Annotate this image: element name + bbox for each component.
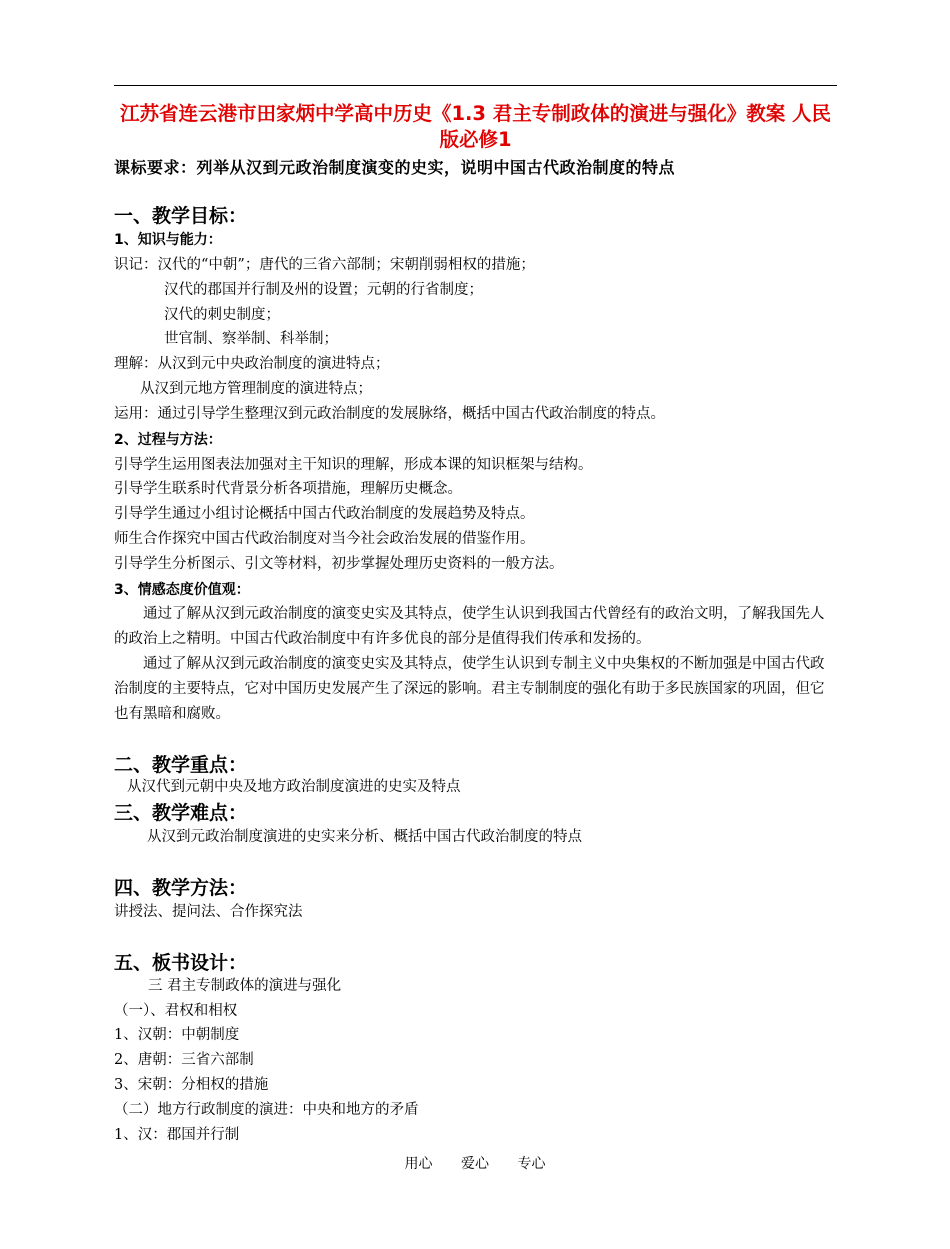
board-line: 1、汉朝：中朝制度: [114, 1027, 240, 1043]
board-line: 2、唐朝：三省六部制: [114, 1052, 254, 1068]
methods-text: 讲授法、提问法、合作探究法: [114, 904, 303, 920]
section-1-heading: 一、教学目标：: [114, 205, 248, 227]
document-title: 江苏省连云港市田家炳中学高中历史《1.3 君主专制政体的演进与强化》教案 人民版必修1: [119, 102, 832, 151]
process-line: 引导学生运用图表法加强对主干知识的理解，形成本课的知识框架与结构。: [114, 457, 593, 473]
knowledge-line: 理解：从汉到元中央政治制度的演进特点；: [114, 356, 390, 372]
section-2-heading: 二、教学重点：: [114, 754, 248, 776]
process-line: 引导学生联系时代背景分析各项措施，理解历史概念。: [114, 481, 462, 497]
section-4-heading: 四、教学方法：: [114, 877, 248, 899]
knowledge-line: 从汉到元地方管理制度的演进特点；: [140, 381, 372, 397]
board-line: 三 君主专制政体的演进与强化: [148, 978, 342, 994]
board-line: 3、宋朝：分相权的措施: [114, 1077, 269, 1093]
key-points-text: 从汉代到元朝中央及地方政治制度演进的史实及特点: [127, 779, 461, 795]
curriculum-standard: 课标要求：列举从汉到元政治制度演变的史实，说明中国古代政治制度的特点: [114, 158, 676, 177]
subsection-values: 3、情感态度价值观：: [114, 582, 250, 598]
section-5-heading: 五、板书设计：: [114, 952, 248, 974]
knowledge-line: 世官制、察举制、科举制；: [164, 331, 338, 347]
values-paragraph: 通过了解从汉到元政治制度的演变史实及其特点，使学生认识到专制主义中央集权的不断加强是中国古代政治制度的主要特点，它对中国历史发展产生了深远的影响。君主专制制度的强化有助于多民族国家的巩固，但它也有黑暗和腐败。: [114, 656, 825, 722]
subsection-knowledge: 1、知识与能力：: [114, 232, 222, 248]
knowledge-line: 汉代的郡国并行制及州的设置；元朝的行省制度；: [164, 282, 483, 298]
knowledge-line: 运用：通过引导学生整理汉到元政治制度的发展脉络，概括中国古代政治制度的特点。: [114, 406, 665, 422]
difficulties-text: 从汉到元政治制度演进的史实来分析、概括中国古代政治制度的特点: [147, 829, 582, 845]
section-3-heading: 三、教学难点：: [114, 802, 248, 824]
process-line: 师生合作探究中国古代政治制度对当今社会政治发展的借鉴作用。: [114, 531, 535, 547]
knowledge-line: 识记：汉代的“中朝”；唐代的三省六部制；宋朝削弱相权的措施；: [114, 257, 535, 273]
board-line: （一）、君权和相权: [114, 1003, 238, 1019]
board-line: 1、汉：郡国并行制: [114, 1127, 240, 1143]
knowledge-line: 汉代的刺史制度；: [164, 307, 280, 323]
page-footer: 用心 爱心 专心: [404, 1156, 546, 1172]
process-line: 引导学生分析图示、引文等材料，初步掌握处理历史资料的一般方法。: [114, 556, 564, 572]
subsection-process: 2、过程与方法：: [114, 432, 222, 448]
header-rule: [114, 85, 837, 86]
values-paragraph: 通过了解从汉到元政治制度的演变史实及其特点，使学生认识到我国古代曾经有的政治文明，了解我国先人的政治上之精明。中国古代政治制度中有许多优良的部分是值得我们传承和发扬的。: [114, 606, 825, 647]
process-line: 引导学生通过小组讨论概括中国古代政治制度的发展趋势及特点。: [114, 506, 535, 522]
board-line: （二）地方行政制度的演进：中央和地方的矛盾: [114, 1102, 419, 1118]
